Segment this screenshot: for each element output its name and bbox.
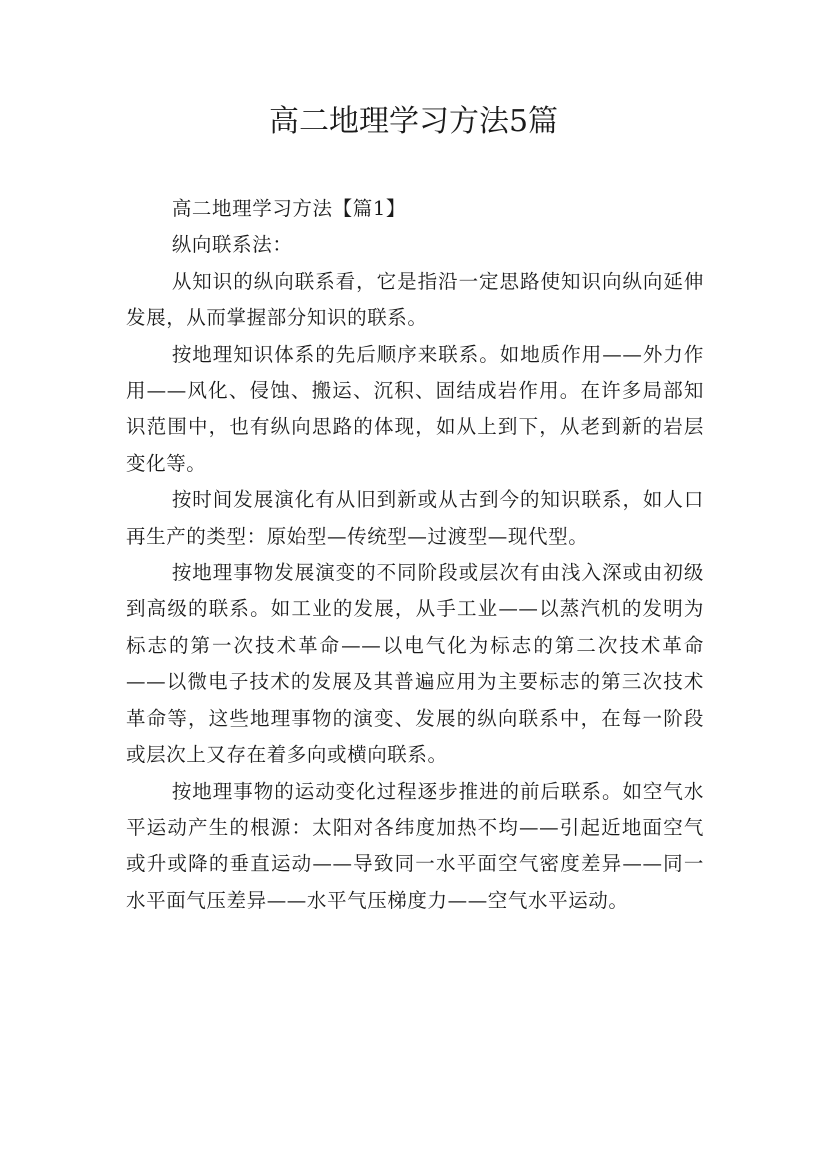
body-paragraph: 按地理事物的运动变化过程逐步推进的前后联系。如空气水平运动产生的根源：太阳对各纬度加热不均——引起近地面空气或升或降的垂直运动——导致同一水平面空气密度差异——同一水平面气压差异——水平气压梯度力——空气水平运动。 [126, 779, 704, 912]
document-body [126, 191, 704, 919]
body-paragraph: 按地理知识体系的先后顺序来联系。如地质作用——外力作用——风化、侵蚀、搬运、沉积、固结成岩作用。在许多局部知识范围中，也有纵向思路的体现，如从上到下，从老到新的岩层变化等。 [126, 342, 704, 475]
body-paragraph: 按地理事物发展演变的不同阶段或层次有由浅入深或由初级到高级的联系。如工业的发展，从手工业——以蒸汽机的发明为标志的第一次技术革命——以电气化为标志的第二次技术革命——以微电子技术的发展及其普遍应用为主要标志的第三次技术革命等，这些地理事物的演变、发展的纵向联系中，在每一阶段或层次上又存在着多向或横向联系。 [126, 561, 704, 767]
section-heading: 高二地理学习方法【篇1】 [171, 197, 406, 220]
subsection-heading: 纵向联系法： [171, 233, 293, 257]
body-paragraph: 按时间发展演化有从旧到新或从古到今的知识联系，如人口再生产的类型：原始型—传统型—过渡型—现代型。 [126, 488, 704, 548]
body-paragraph: 从知识的纵向联系看，它是指沿一定思路使知识向纵向延伸发展，从而掌握部分知识的联系。 [126, 269, 704, 330]
document-title: 高二地理学习方法5篇 [268, 104, 559, 139]
